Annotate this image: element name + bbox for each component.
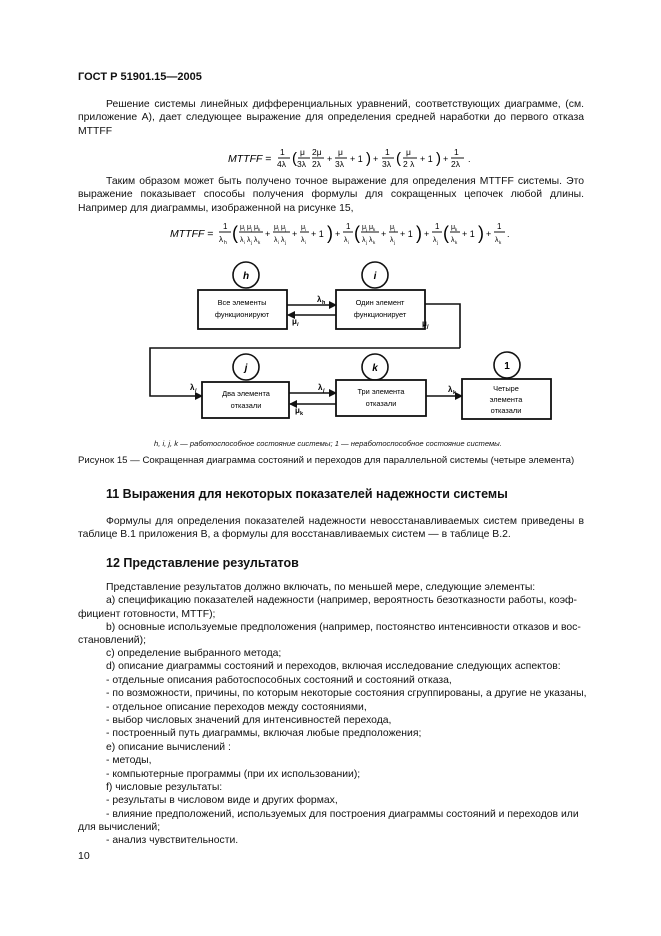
svg-text:μ: μ (362, 224, 367, 231)
state-k-box (336, 380, 426, 416)
list-item-continuation: для вычислений; (78, 822, 161, 833)
svg-text:j: j (251, 227, 252, 232)
svg-text:+ 1: + 1 (400, 229, 413, 239)
state-transition-diagram (140, 258, 560, 438)
svg-text:λ: λ (451, 237, 455, 244)
state-i-label-2: функционирует (353, 310, 407, 319)
svg-text:k: k (373, 227, 376, 232)
svg-text:+: + (373, 154, 379, 164)
svg-text:h: h (322, 300, 326, 306)
svg-text:2 λ: 2 λ (403, 159, 415, 169)
formula-mttff-2-render (170, 218, 530, 250)
state-k-label-2: отказали (365, 399, 397, 408)
svg-text:1: 1 (435, 222, 440, 231)
svg-text:1: 1 (346, 222, 351, 231)
label-lambda-i: λ (190, 383, 195, 392)
figure-caption: Рисунок 15 — Сокращенная диаграмма состояний и переходов для параллельной системы (четыре элемента) (78, 455, 575, 466)
svg-text:μ: μ (240, 224, 245, 231)
svg-text:(: ( (292, 150, 297, 167)
formula-mttff-2 (170, 218, 530, 250)
svg-text:3λ: 3λ (297, 159, 306, 169)
svg-text:μ: μ (390, 224, 395, 231)
list-item: - методы, (106, 755, 152, 767)
list-item: b) основные используемые предположения (например, постоянство интенсивности отказов и вос- (106, 622, 581, 633)
svg-text:1: 1 (385, 147, 390, 157)
state-k-id: k (372, 363, 378, 374)
formula-mttff-1-render (228, 145, 528, 171)
svg-text:i: i (244, 227, 245, 232)
svg-text:j: j (366, 240, 367, 245)
svg-text:2λ: 2λ (451, 159, 460, 169)
svg-text:μ: μ (451, 224, 456, 231)
svg-text:j: j (251, 240, 252, 245)
state-h-label-1: Все элементы (217, 298, 267, 307)
state-h-id: h (242, 271, 250, 282)
section-12-list-a (106, 581, 577, 608)
svg-text:λ: λ (390, 237, 394, 244)
list-item: - влияние предположений, используемых для построения диаграммы состояний и переходов или (106, 808, 579, 820)
svg-text:1: 1 (454, 147, 459, 157)
svg-text:+: + (486, 229, 492, 239)
svg-text:): ) (478, 223, 484, 243)
paragraph-exact-expression: Таким образом может быть получено точное выражение для определения MTTFF системы. Это выражение показывает способы получения формулы для сокращенных цепочек любой длины. Например для диаграммы, изображенной на рисунке 15, (78, 176, 584, 214)
svg-text:1: 1 (497, 222, 502, 231)
svg-text:i: i (305, 240, 306, 245)
svg-text:μ: μ (338, 147, 343, 157)
state-i-id: i (373, 271, 377, 282)
svg-text:j: j (285, 240, 286, 245)
svg-text:i: i (305, 227, 306, 232)
svg-text:i: i (195, 388, 197, 394)
svg-text:): ) (366, 150, 371, 167)
svg-text:i: i (278, 227, 279, 232)
state-1-label-2: элемента (489, 395, 523, 404)
svg-text:k: k (258, 227, 261, 232)
arrow-mu-j-path (425, 304, 460, 348)
state-h-label-2: функционируют (214, 310, 270, 319)
svg-text:): ) (327, 223, 333, 243)
state-j-box (202, 382, 289, 418)
svg-text:μ: μ (281, 224, 286, 231)
svg-text:4λ: 4λ (277, 159, 286, 169)
svg-text:j: j (394, 240, 395, 245)
svg-text:λ: λ (301, 237, 305, 244)
svg-text:i: i (278, 240, 279, 245)
state-i-circle (362, 262, 388, 288)
svg-text:j: j (366, 227, 367, 232)
svg-text:(: ( (443, 223, 449, 243)
list-item: - отдельное описание переходов между состояниями, (106, 701, 367, 713)
svg-text:k: k (455, 227, 458, 232)
state-j-circle (233, 354, 259, 380)
svg-text:λ: λ (254, 237, 258, 244)
list-item: - результаты в числовом виде и других формах, (106, 795, 338, 807)
state-k-circle (362, 354, 388, 380)
svg-text:μ: μ (406, 147, 411, 157)
list-item: d) описание диаграммы состояний и переходов, включая исследование следующих аспектов: (106, 661, 561, 673)
svg-text:λ: λ (219, 235, 223, 244)
list-item: - построенный путь диаграммы, включая любые предположения; (106, 728, 422, 740)
svg-text:λ: λ (274, 237, 278, 244)
list-item: Представление результатов должно включать, по меньшей мере, следующие элементы: (106, 582, 536, 593)
svg-text:+: + (292, 229, 298, 239)
label-lambda-k: λ (448, 385, 453, 394)
svg-text:(: ( (396, 150, 401, 167)
paragraph-solution: Решение системы линейных дифференциальных уравнений, соответствующих диаграмме, (см. приложение А), дает следующее выражение для определения средней наработки до первого отказа MTTFF (78, 99, 584, 137)
state-k-label-1: Три элемента (357, 387, 405, 396)
svg-text:λ: λ (281, 237, 285, 244)
svg-text:j: j (323, 388, 325, 394)
figure-legend: h, i, j, k — работоспособное состояние системы; 1 — неработоспособное состояние системы. (154, 439, 502, 448)
svg-text:λ: λ (240, 237, 244, 244)
svg-text:+: + (381, 229, 387, 239)
svg-text:λ: λ (495, 237, 499, 244)
section-11-title: 11 Выражения для некоторых показателей надежности системы (106, 487, 508, 501)
svg-text:μ: μ (369, 224, 374, 231)
svg-text:k: k (453, 390, 457, 396)
svg-text:k: k (455, 240, 458, 245)
label-lambda-j: λ (318, 383, 323, 392)
list-item: f) числовые результаты: (106, 781, 223, 793)
svg-text:μ: μ (274, 224, 279, 231)
svg-text:i: i (297, 322, 299, 328)
svg-text:+: + (424, 229, 430, 239)
label-mu-k: μ (295, 406, 300, 415)
svg-text:3λ: 3λ (382, 159, 391, 169)
svg-text:j: j (437, 240, 438, 245)
svg-text:1: 1 (280, 147, 285, 157)
label-lambda-h: λ (317, 295, 322, 304)
list-item: e) описание вычислений : (106, 741, 231, 753)
svg-text:k: k (258, 240, 261, 245)
svg-text:MTTFF =: MTTFF = (170, 228, 214, 240)
svg-text:2λ: 2λ (312, 159, 321, 169)
list-item: - компьютерные программы (при их использовании); (106, 768, 361, 780)
svg-text:1: 1 (223, 222, 228, 231)
svg-text:μ: μ (247, 224, 252, 231)
formula-mttff-1 (228, 145, 528, 171)
svg-text:μ: μ (300, 147, 305, 157)
svg-text:j: j (394, 227, 395, 232)
svg-text:+ 1: + 1 (462, 229, 475, 239)
svg-text:λ: λ (433, 237, 437, 244)
svg-text:j: j (427, 324, 429, 330)
state-j-label-2: отказали (230, 401, 262, 410)
svg-text:(: ( (232, 223, 238, 243)
svg-text:(: ( (354, 223, 360, 243)
list-item: - отдельные описания работоспособных состояний и состояний отказа, (106, 674, 452, 686)
list-item: - по возможности, причины, по которым некоторые состояния сгруппированы, а другие не указаны, (106, 688, 587, 700)
list-item: - анализ чувствительности. (106, 835, 239, 846)
svg-text:λ: λ (369, 237, 373, 244)
svg-text:λ: λ (247, 237, 251, 244)
list-item: - выбор числовых значений для интенсивностей перехода, (106, 714, 392, 726)
svg-text:λ: λ (344, 237, 348, 244)
svg-text:2μ: 2μ (312, 147, 322, 157)
page-number: 10 (78, 850, 90, 862)
state-h-circle (233, 262, 259, 288)
section-12-list-b (106, 621, 581, 634)
svg-text:.: . (507, 229, 510, 239)
state-i-label-1: Один элемент (355, 298, 405, 307)
svg-text:+ 1: + 1 (420, 154, 433, 164)
svg-text:h: h (224, 240, 227, 246)
list-item-continuation: становлений); (78, 635, 146, 646)
section-11-text: Формулы для определения показателей надежности невосстанавливаемых систем приведены в таблице В.1 приложения В, а формулы для восстанавливаемых систем — в таблице В.2. (78, 516, 584, 541)
svg-text:+: + (443, 154, 449, 164)
svg-text:j: j (285, 227, 286, 232)
svg-text:k: k (300, 411, 304, 417)
section-12-list-last (106, 834, 238, 847)
svg-text:+: + (265, 229, 271, 239)
section-12-title: 12 Представление результатов (106, 556, 299, 570)
list-item: c) определение выбранного метода; (106, 648, 282, 659)
svg-text:+ 1: + 1 (350, 154, 363, 164)
svg-text:μ: μ (301, 224, 306, 231)
state-j-id: j (244, 363, 248, 374)
svg-text:λ: λ (362, 237, 366, 244)
svg-text:k: k (373, 240, 376, 245)
svg-text:3λ: 3λ (335, 159, 344, 169)
state-j-label-1: Два элемента (222, 389, 270, 398)
section-12-list-c (106, 647, 586, 821)
svg-text:.: . (468, 154, 471, 164)
state-1-label-1: Четыре (493, 384, 519, 393)
list-item-continuation: фициент готовности, MTTF); (78, 609, 216, 620)
svg-text:MTTFF =: MTTFF = (228, 153, 272, 165)
svg-text:): ) (416, 223, 422, 243)
svg-text:): ) (436, 150, 441, 167)
state-1-label-3: отказали (490, 406, 522, 415)
label-mu-j: μ (422, 319, 427, 328)
state-1-id: 1 (504, 361, 510, 372)
svg-text:μ: μ (254, 224, 259, 231)
svg-text:k: k (499, 240, 502, 245)
document-header: ГОСТ Р 51901.15—2005 (78, 71, 202, 83)
svg-text:+: + (327, 154, 333, 164)
svg-text:+ 1: + 1 (311, 229, 324, 239)
svg-text:i: i (348, 240, 349, 245)
label-mu-i: μ (292, 317, 297, 326)
list-item: а) спецификацию показателей надежности (например, вероятность безотказности работы, коэф- (106, 595, 578, 607)
svg-text:+: + (335, 229, 341, 239)
state-1-circle (494, 352, 520, 378)
svg-text:i: i (244, 240, 245, 245)
